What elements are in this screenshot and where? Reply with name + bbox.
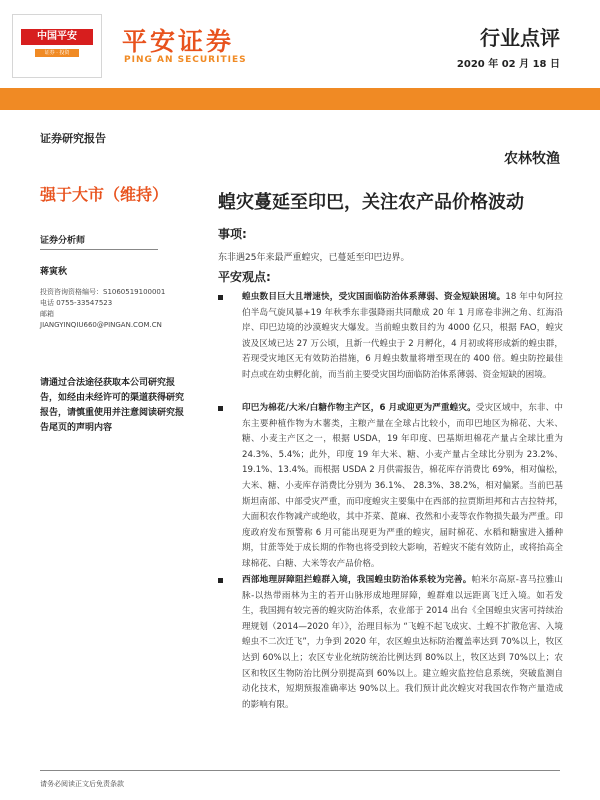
- viewpoint-lead: 西部地理屏障阻拦蝗群入境，我国蝗虫防治体系较为完善。: [242, 575, 472, 585]
- analyst-section-title: 证券分析师: [40, 236, 86, 246]
- events-text: 东非遇25年来最严重蝗灾，已蔓延至印巴边界。: [218, 253, 410, 263]
- document-type: 行业点评: [480, 26, 560, 50]
- report-type: 证券研究报告: [40, 132, 106, 145]
- viewpoint-item: [218, 401, 563, 573]
- viewpoint-item: [218, 290, 563, 384]
- logo-sub: 证券 · 投资: [35, 49, 79, 57]
- viewpoint-content: [242, 401, 563, 573]
- logo-mark: 中国平安: [21, 29, 93, 45]
- sector-name: 农林牧渔: [504, 151, 560, 167]
- events-label: 事项:: [218, 227, 247, 241]
- header-band: [0, 88, 600, 110]
- viewpoint-content: [242, 573, 563, 713]
- viewpoint-body: 帕米尔高原-喜马拉雅山脉-以热带雨林为主的若开山脉形成地理屏障，蝗群难以远距离飞迁入境。如若发生，我国拥有较完善的蝗灾防治体系，农业部于 2014 出台《全国蝗虫灾害可持续治理规划（2014—2020 年）》，治理目标为 “飞蝗不起飞成灾、土蝗不扩散危害、入境蝗虫不二次迁飞”，力争到 2020 年，农区蝗虫达标防治覆盖率达到 70%以上，牧区达到 60%以上；农区专业化统防统治比例达到 80%以上，牧区达到 70%以上；农区和牧区生物防治比例分别提高到 60%以上。建立蝗灾监控信息系统，突破监测自动化技术，短期预报准确率达 90%以上。我们预计此次蝗灾对我国农作物产量造成的影响有限。: [242, 575, 563, 710]
- analyst-cert: 投资咨询资格编号：S1060519100001: [40, 288, 166, 296]
- report-headline: 蝗灾蔓延至印巴，关注农产品价格波动: [218, 192, 524, 213]
- viewpoint-lead: 印巴为棉花/大米/白糖作物主产区，6 月或迎更为严重蝗灾。: [242, 403, 476, 413]
- industry-rating: 强于大市（维持）: [40, 185, 169, 204]
- footer-divider: [40, 770, 560, 771]
- viewpoint-body: 受灾区域中，东非、中东主要种植作物为木薯类，主粮产量在全球占比较小，而印巴地区为棉花、大米、糖、小麦主产区之一，根据 USDA，19 年印度、巴基斯坦棉花产量占全球比重为 24.3%、5.4%；此外，印度 19 年大米、糖、小麦产量占全球比分别为 23.2%、19.1%、13.4%。而根据 USDA 2 月供需报告，棉花库存消费比 69%，相对偏松，大米、糖、小麦库存消费比分别为 36.1%、 28.3%、38.2%，相对偏紧。当前巴基斯坦南部、中部受灾严重，而印度蝗灾主要集中在西部的拉贾斯坦邦和古吉拉特邦，大面积农作物减产或绝收，其中芥菜、蓖麻、孜然和小麦等农作物损失最为严重。印度政府发布预警称 6 月可能出现更为严重的蝗灾，届时棉花、水稻和糖蜜进入播种期，甘蔗等处于成长期的作物也将受到较大影响，若蝗灾不能有效防止，或将抬高全球棉花、白糖、大米等农产品价格。: [242, 403, 563, 569]
- analyst-email: JIANGYINQIU660@PINGAN.COM.CN: [40, 321, 162, 329]
- viewpoint-body: 18 年中旬阿拉伯半岛气旋风暴+19 年秋季东非强降雨共同酿成 20 年 1 月席卷非洲之角、红海沿岸、印巴边境的沙漠蝗灾大爆发。当前蝗虫数目约为 4000 亿只，根据 FAO，蝗灾波及区域已达 27 万公顷，且新一代蝗虫于 2 月孵化，4 月初或将形成新的蝗虫群，若现受灾地区无有效防治措施，6 月蝗虫数量将增至现在的 400 倍。蝗虫防控最佳时点或在幼虫孵化前，而当前主要受灾国均面临防治体系薄弱、资金短缺的困境。: [242, 292, 563, 380]
- source-disclaimer: 请通过合法途径获取本公司研究报告，如经由未经许可的渠道获得研究报告，请慎重使用并注意阅读研究报告尾页的声明内容: [40, 378, 185, 433]
- bullet-marker: [218, 295, 223, 300]
- footer-disclaimer: 请务必阅读正文后免责条款: [40, 780, 124, 788]
- brand-name-en: PING AN SECURITIES: [124, 55, 247, 65]
- bullet-marker: [218, 578, 223, 583]
- report-date: 2020 年 02 月 18 日: [456, 59, 560, 70]
- analyst-email-label: 邮箱: [40, 310, 54, 318]
- viewpoint-item: [218, 573, 563, 713]
- viewpoint-content: [242, 290, 563, 384]
- bullet-marker: [218, 406, 223, 411]
- brand-name-cn: 平安证券: [122, 27, 235, 56]
- divider: [40, 249, 158, 250]
- views-label: 平安观点:: [218, 270, 271, 284]
- viewpoint-lead: 蝗虫数目巨大且增速快，受灾国面临防治体系薄弱、资金短缺困境。: [242, 292, 506, 302]
- left-sidebar: [40, 130, 190, 331]
- company-logo: [12, 14, 102, 78]
- analyst-phone: 电话 0755-33547523: [40, 299, 113, 307]
- analyst-name: 蒋寅秋: [40, 267, 68, 277]
